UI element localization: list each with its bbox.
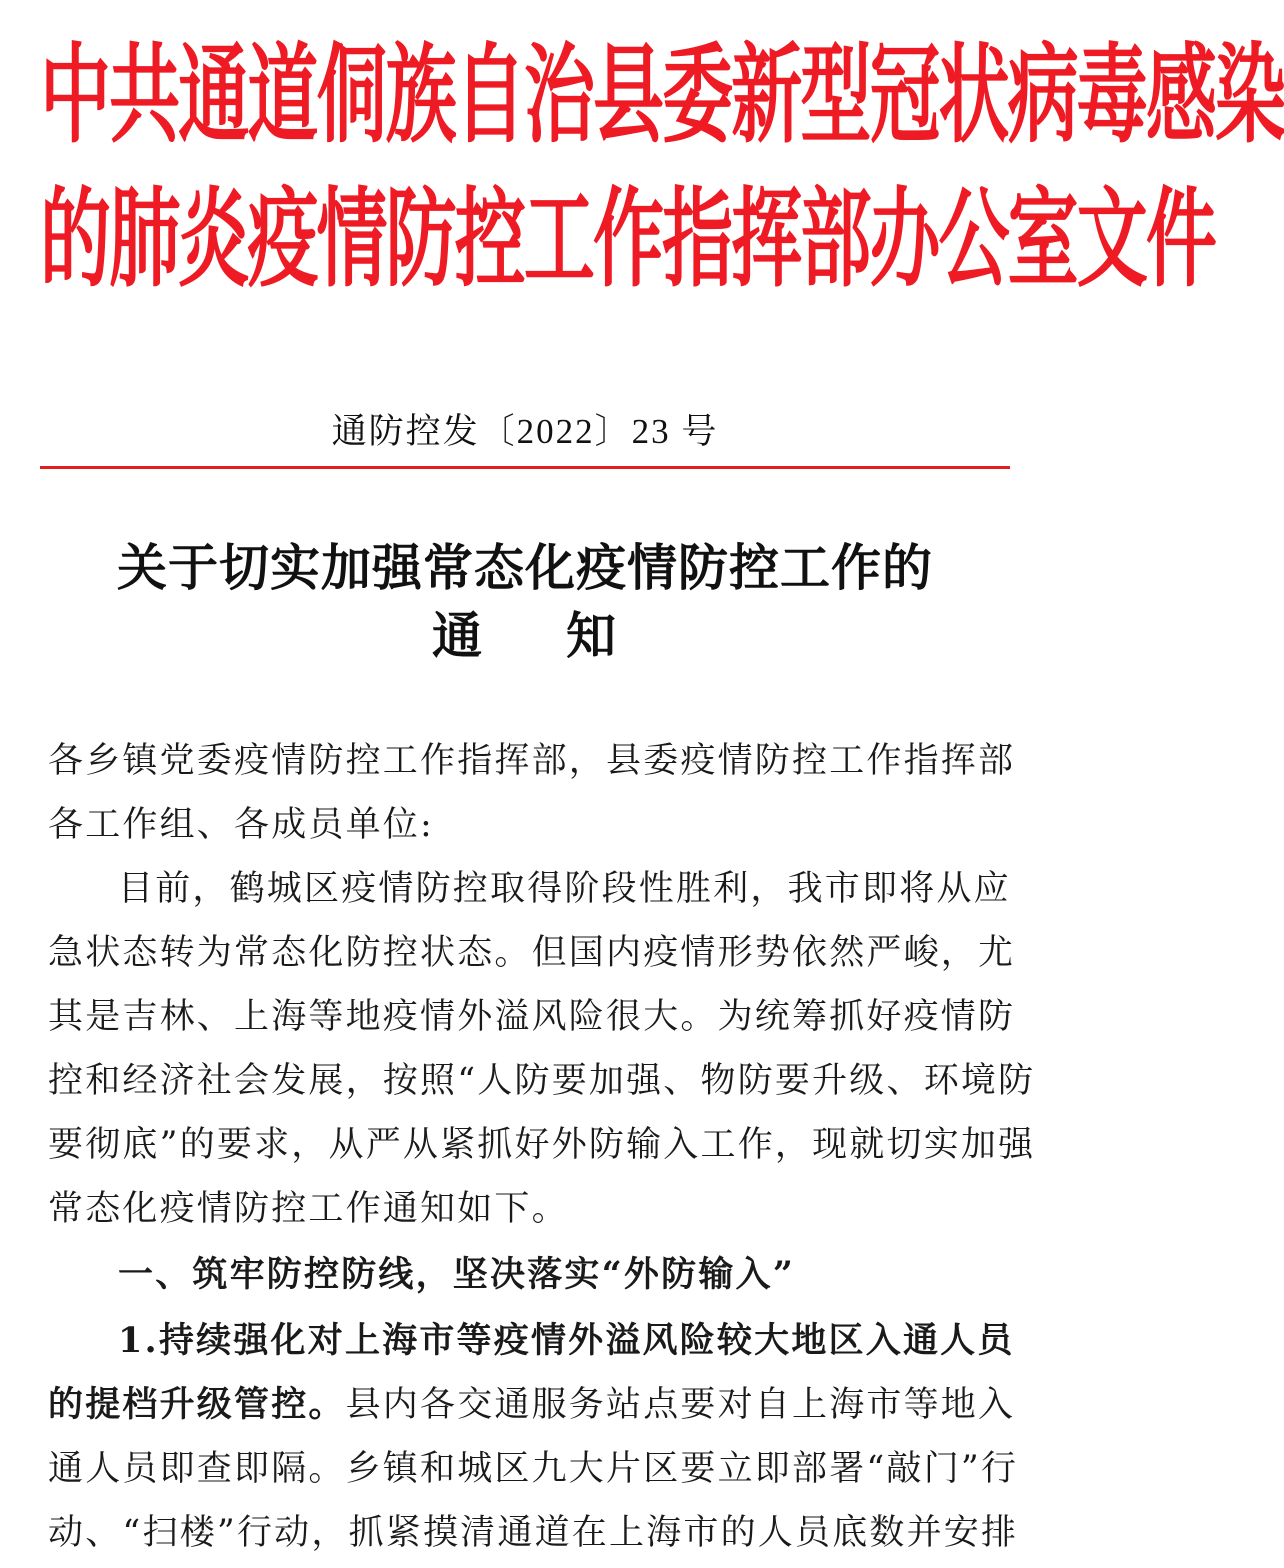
red-separator-rule [40, 466, 1010, 469]
item-1-heading-line-1: 1.持续强化对上海市等疫情外溢风险较大地区入通人员 [118, 1320, 1015, 1361]
red-header-line-1: 中共通道侗族自治县委新型冠状病毒感染 [40, 33, 1284, 158]
addressee-line-1: 各乡镇党委疫情防控工作指挥部，县委疫情防控工作指挥部 [48, 741, 1016, 781]
paragraph-line-1: 目前，鹤城区疫情防控取得阶段性胜利，我市即将从应 [118, 869, 1011, 909]
notice-title-char-2: 知 [566, 606, 618, 665]
addressee-line-2: 各工作组、各成员单位: [48, 805, 434, 845]
item-1-line-3: 通人员即查即隔。乡镇和城区九大片区要立即部署“敲门”行 [48, 1449, 1019, 1489]
paragraph-line-4: 控和经济社会发展，按照“人防要加强、物防要升级、环境防 [48, 1061, 1036, 1101]
paragraph-line-2: 急状态转为常态化防控状态。但国内疫情形势依然严峻，尤 [48, 933, 1016, 973]
paragraph-line-5: 要彻底”的要求，从严从紧抓好外防输入工作，现就切实加强 [48, 1125, 1036, 1165]
section-heading-1: 一、筑牢防控防线，坚决落实“外防输入” [118, 1254, 796, 1295]
paragraph-line-6: 常态化疫情防控工作通知如下。 [48, 1189, 569, 1229]
notice-title-line-1: 关于切实加强常态化疫情防控工作的 [117, 538, 933, 597]
item-1-heading-line-2: 的提档升级管控。 [48, 1384, 346, 1425]
paragraph-line-3: 其是吉林、上海等地疫情外溢风险很大。为统筹抓好疫情防 [48, 997, 1016, 1037]
red-header-line-2: 的肺炎疫情防控工作指挥部办公室文件 [40, 177, 1216, 302]
document-number: 通防控发〔2022〕23 号 [331, 412, 719, 451]
item-1-text-line-2: 县内各交通服务站点要对自上海市等地入 [345, 1385, 1016, 1425]
notice-title-line-2 [0, 596, 1050, 668]
notice-title-char-1: 通 [432, 606, 484, 665]
item-1-line-4: 动、“扫楼”行动，抓紧摸清通道在上海市的人员底数并安排 [48, 1513, 1019, 1553]
item-1-line-2 [48, 1374, 1015, 1436]
